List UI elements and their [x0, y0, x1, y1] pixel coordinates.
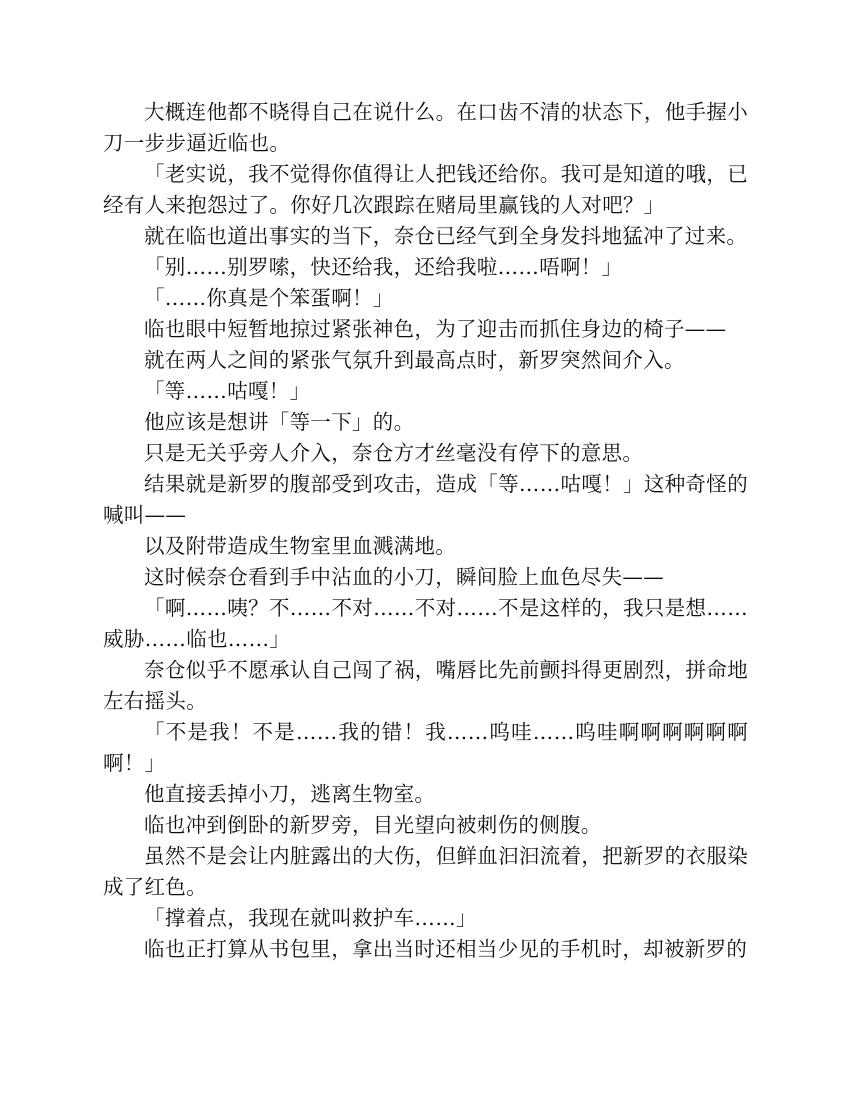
paragraph: 「不是我！不是……我的错！我……呜哇……呜哇啊啊啊啊啊啊啊！」 [103, 720, 748, 775]
paragraph: 「等……咕嘎！」 [144, 379, 311, 403]
paragraph: 临也正打算从书包里，拿出当时还相当少见的手机时，却被新罗的 [144, 937, 748, 961]
paragraph: 这时候奈仓看到手中沾血的小刀，瞬间脸上血色尽失—— [144, 565, 664, 589]
paragraph: 「别……别罗嗦，快还给我，还给我啦……唔啊！」 [144, 255, 623, 279]
paragraph: 结果就是新罗的腹部受到攻击，造成「等……咕嘎！」这种奇怪的喊叫—— [103, 472, 748, 527]
paragraph: 大概连他都不晓得自己在说什么。在口齿不清的状态下，他手握小刀一步步逼近临也。 [103, 100, 748, 155]
paragraph: 以及附带造成生物室里血溅满地。 [144, 534, 456, 558]
paragraph: 就在两人之间的紧张气氛升到最高点时，新罗突然间介入。 [144, 348, 685, 372]
paragraph: 虽然不是会让内脏露出的大伤，但鲜血汩汩流着，把新罗的衣服染成了红色。 [103, 844, 748, 899]
paragraph: 只是无关乎旁人介入，奈仓方才丝毫没有停下的意思。 [144, 441, 644, 465]
paragraph: 奈仓似乎不愿承认自己闯了祸，嘴唇比先前颤抖得更剧烈，拼命地左右摇头。 [103, 658, 748, 713]
text-body [103, 97, 748, 965]
paragraph: 就在临也道出事实的当下，奈仓已经气到全身发抖地猛冲了过来。 [144, 224, 748, 248]
paragraph: 「……你真是个笨蛋啊！」 [144, 286, 394, 310]
paragraph: 他直接丢掉小刀，逃离生物室。 [144, 782, 436, 806]
paragraph: 他应该是想讲「等一下」的。 [144, 410, 415, 434]
paragraph: 「老实说，我不觉得你值得让人把钱还给你。我可是知道的哦，已经有人来抱怨过了。你好几次跟踪在赌局里赢钱的人对吧？」 [103, 162, 748, 217]
paragraph: 「撑着点，我现在就叫救护车……」 [144, 906, 477, 930]
paragraph: 临也眼中短暂地掠过紧张神色，为了迎击而抓住身边的椅子—— [144, 317, 727, 341]
paragraph: 「啊……咦？不……不对……不对……不是这样的，我只是想……威胁……临也……」 [103, 596, 748, 651]
paragraph: 临也冲到倒卧的新罗旁，目光望向被刺伤的侧腹。 [144, 813, 602, 837]
